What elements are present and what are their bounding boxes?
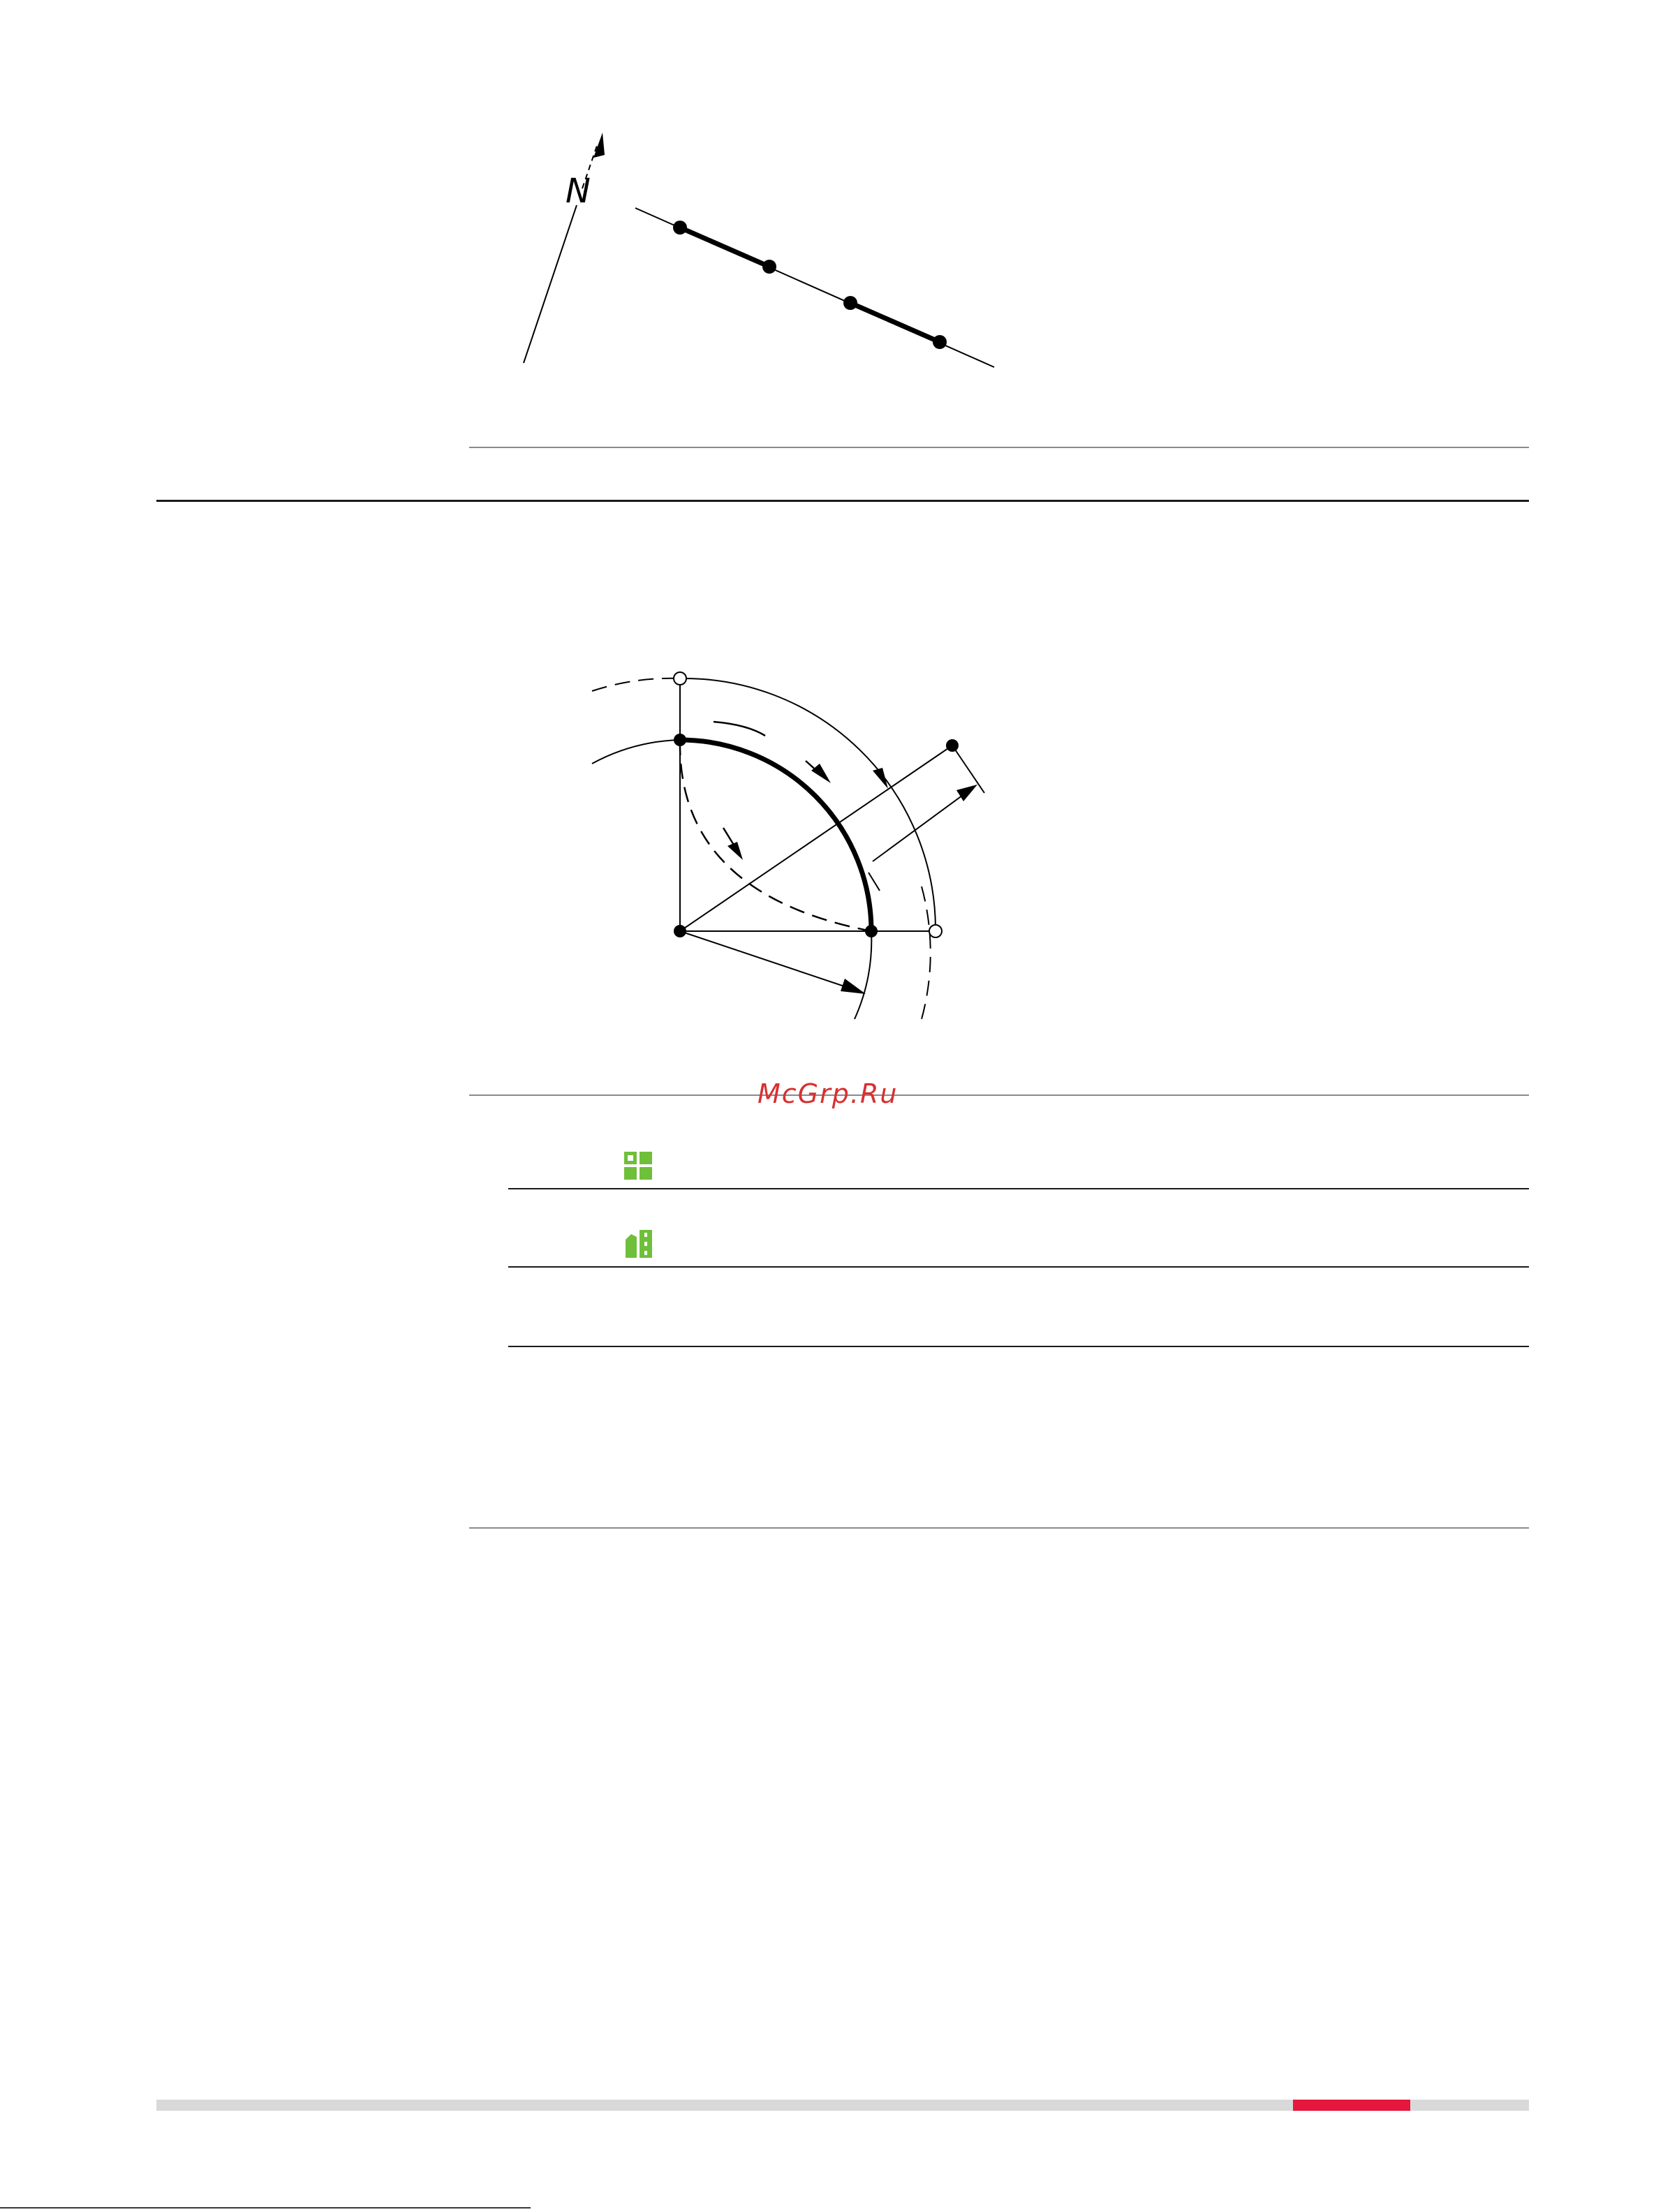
outer-arc bbox=[680, 678, 936, 928]
direction-arc-1 bbox=[714, 722, 765, 736]
offset-end-point bbox=[929, 925, 942, 937]
radius-line bbox=[680, 931, 859, 991]
table-rule bbox=[508, 1266, 1529, 1268]
watermark: McGrp.Ru bbox=[757, 1078, 899, 1109]
grid-app-icon bbox=[624, 1152, 652, 1180]
arc-end-point bbox=[865, 925, 878, 937]
radius-arrow-icon bbox=[841, 979, 866, 994]
north-label: N bbox=[566, 172, 591, 211]
north-arrow-icon bbox=[593, 133, 605, 158]
point bbox=[843, 296, 857, 310]
diagonal-end-point bbox=[946, 739, 959, 752]
outer-dashed-arc-lower bbox=[922, 886, 931, 1019]
north-line bbox=[524, 205, 577, 363]
dashed-arrow-line bbox=[723, 828, 734, 846]
section-rule bbox=[469, 447, 1529, 448]
road-app-icon bbox=[624, 1230, 652, 1258]
offset-arrow-icon bbox=[956, 785, 977, 801]
footer-accent bbox=[1293, 2100, 1410, 2111]
offset-ext-1 bbox=[952, 745, 984, 793]
center-point bbox=[674, 925, 686, 937]
table-rule bbox=[508, 1346, 1529, 1347]
inner-arc-left bbox=[592, 740, 680, 764]
direction-arrow-icon bbox=[811, 764, 831, 783]
segment-2 bbox=[850, 303, 940, 342]
point bbox=[933, 335, 947, 349]
segment-1 bbox=[680, 228, 769, 267]
point bbox=[673, 221, 687, 235]
line-segments-figure bbox=[489, 119, 1019, 384]
inner-arc-lower bbox=[855, 931, 871, 1019]
outer-arrow-icon bbox=[873, 768, 888, 789]
bottom-line bbox=[0, 2207, 531, 2209]
section-rule bbox=[469, 1527, 1529, 1529]
section-rule bbox=[469, 1094, 1529, 1096]
dashed-arrow-icon bbox=[727, 842, 743, 860]
chapter-rule bbox=[156, 500, 1529, 502]
offset-start-point bbox=[674, 672, 686, 685]
offset-dimension-line bbox=[873, 792, 968, 861]
outer-dashed-arc bbox=[592, 678, 680, 691]
main-arc bbox=[680, 740, 871, 931]
arc-start-point bbox=[674, 734, 686, 746]
arc-offset-figure bbox=[579, 663, 1012, 1026]
table-rule bbox=[508, 1188, 1529, 1189]
dashed-inner-curve bbox=[680, 740, 871, 931]
offset-ext-2 bbox=[869, 873, 880, 891]
point bbox=[762, 260, 776, 274]
